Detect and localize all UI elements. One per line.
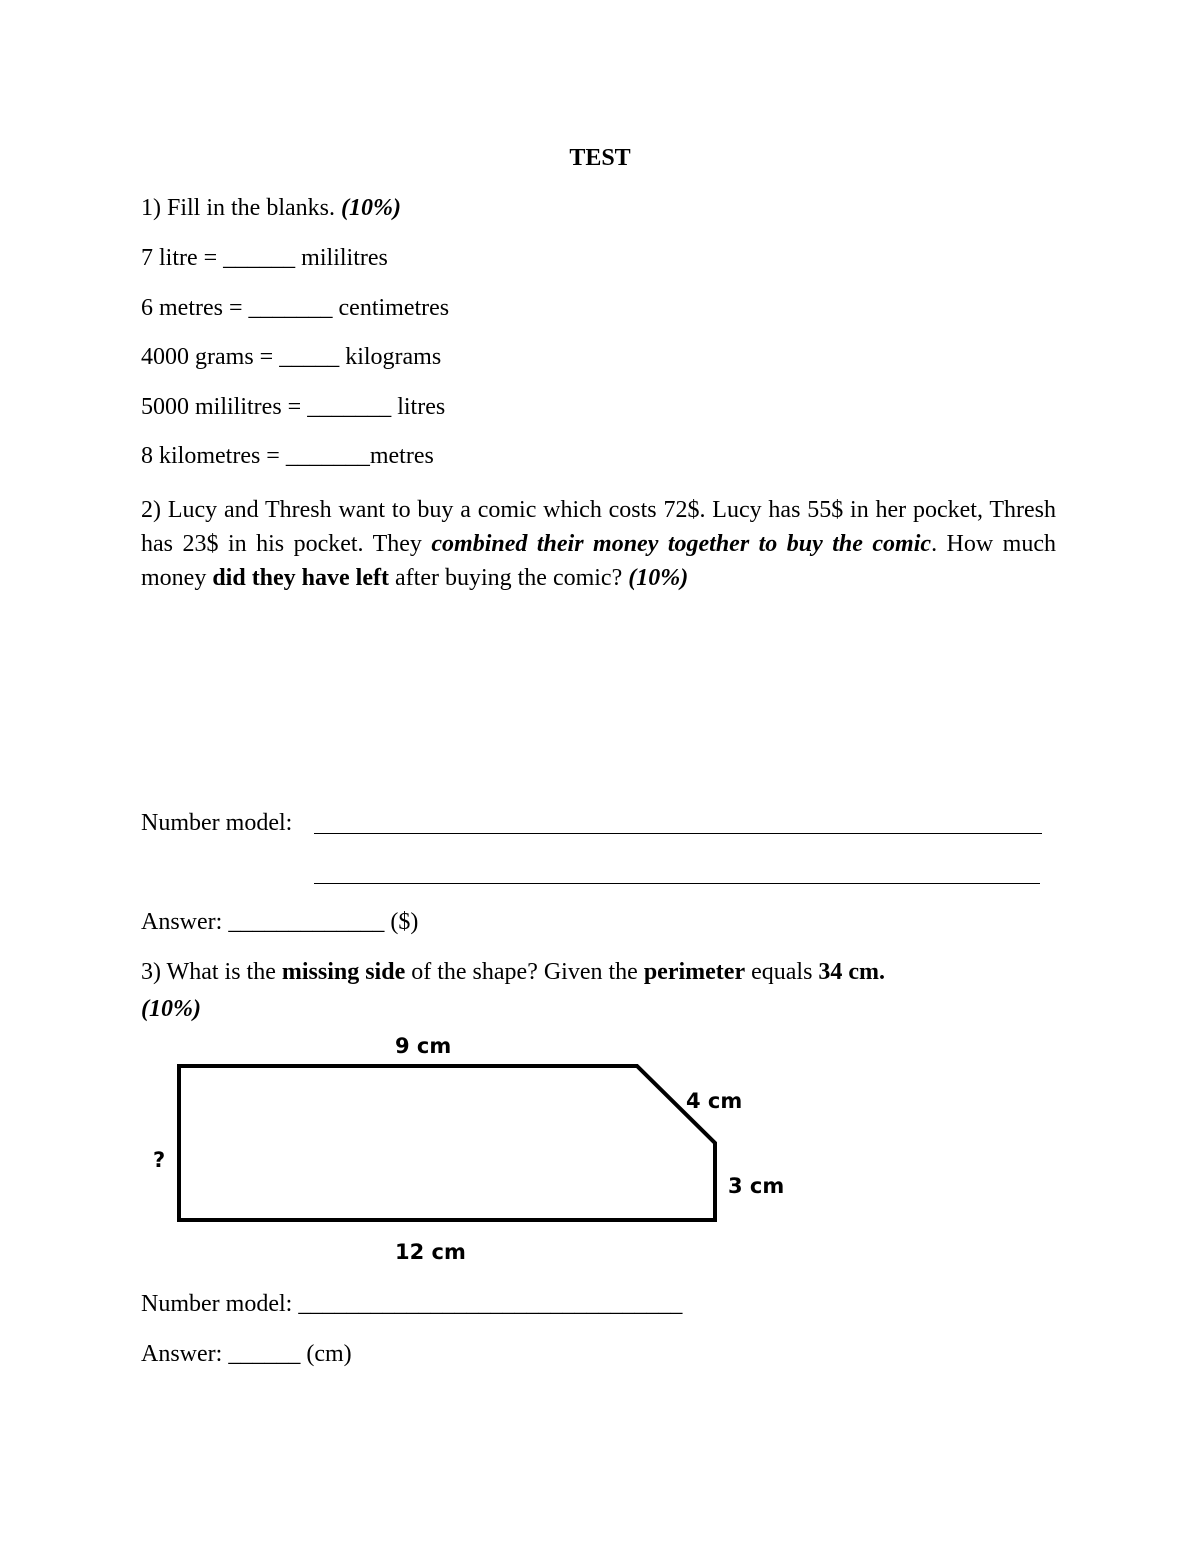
q2-number-model-label: Number model: — [141, 810, 293, 836]
q3-emphasis-1: missing side — [281, 959, 406, 985]
q3-answer-unit: (cm) — [306, 1341, 352, 1367]
q3-number-model — [141, 1290, 682, 1318]
q1-item-3: 4000 grams = _____ kilograms — [141, 344, 442, 370]
q3-answer — [141, 1340, 352, 1368]
q2-emphasis-2: did they have left — [212, 565, 389, 591]
q1-heading-text: 1) Fill in the blanks. — [141, 195, 335, 221]
q3-answer-label: Answer: — [141, 1341, 223, 1367]
page-title: TEST — [569, 145, 631, 171]
q2-answer-unit: ($) — [390, 909, 419, 935]
q2-answer-label: Answer: — [141, 909, 223, 935]
q3-number-model-blank[interactable]: ________________________________ — [298, 1291, 683, 1317]
q2-answer-blank[interactable]: _____________ — [228, 909, 385, 935]
shape-label-slant: 4 cm — [686, 1089, 743, 1113]
q1-item-4: 5000 mililitres = _______ litres — [141, 394, 446, 420]
q1-item-1: 7 litre = ______ mililitres — [141, 245, 388, 271]
q2-emphasis-1: combined their money together to buy the comic — [431, 531, 932, 557]
pentagon-shape — [179, 1066, 715, 1220]
q1-item-2: 6 metres = _______ centimetres — [141, 295, 450, 321]
shape-label-right: 3 cm — [728, 1174, 785, 1198]
q2-text-2: . How much money — [141, 531, 1057, 591]
q1-item-5: 8 kilometres = _______metres — [141, 443, 434, 469]
shape-label-bottom: 12 cm — [395, 1240, 466, 1264]
q3-number-model-label: Number model: — [141, 1291, 293, 1317]
q3-text-1: 3) What is the — [141, 959, 282, 985]
q3-text-3: equals — [745, 959, 819, 985]
q3-emphasis-3: 34 cm. — [818, 959, 886, 985]
q2-weight: (10%) — [628, 565, 689, 591]
q2-text-3: after buying the comic? — [389, 565, 629, 591]
q3-emphasis-2: perimeter — [643, 959, 746, 985]
q1-weight: (10%) — [341, 195, 401, 221]
shape-label-left: ? — [153, 1148, 166, 1172]
shape-label-top: 9 cm — [395, 1034, 452, 1058]
q3-weight: (10%) — [141, 996, 201, 1022]
q2-text-1: 2) Lucy and Thresh want to buy a comic which costs 72$. Lucy has 55$ in her pocket, Thresh has 23$ in his pocket. They — [141, 497, 1056, 557]
q3-text-2: of the shape? Given the — [405, 959, 644, 985]
q3-answer-blank[interactable]: ______ — [228, 1341, 301, 1367]
